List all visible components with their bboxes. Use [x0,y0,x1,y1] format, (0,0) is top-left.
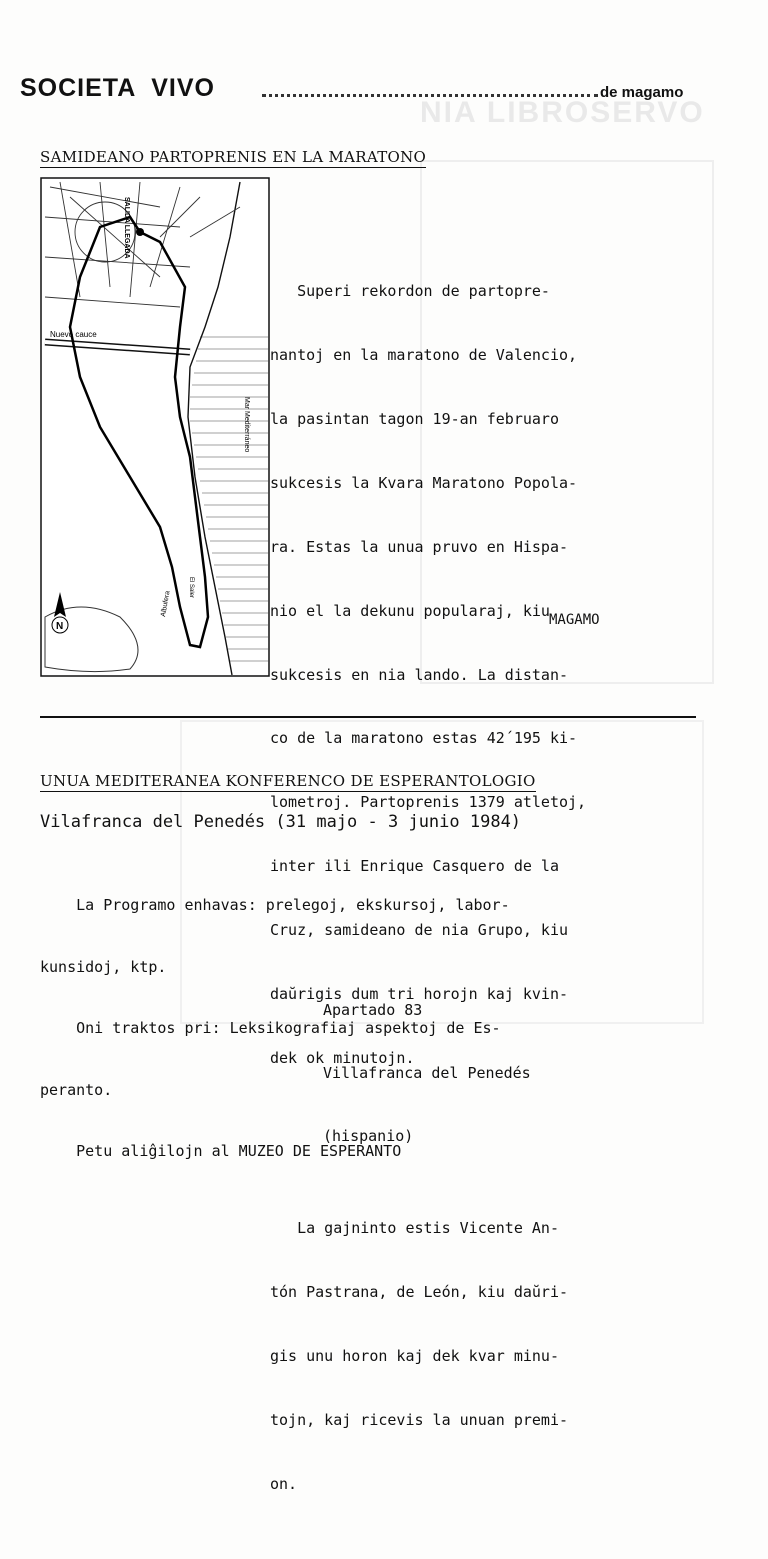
column-title: SOCIETA VIVO [20,74,215,102]
text-line: kunsidoj, ktp. [40,957,167,976]
text-line: Cruz, samideano de nia Grupo, kiu [270,921,569,940]
address-line: Apartado 83 [323,1001,423,1019]
text-line: la pasintan tagon 19-an februaro [270,409,559,428]
text-line: Petu aliĝilojn al MUZEO DE ESPERANTO [40,1142,402,1160]
svg-text:N: N [56,621,64,632]
text-line: on. [270,1474,298,1493]
text-line: inter ili Enrique Casquero de la [270,857,559,876]
text-line: Oni traktos pri: Leksikografiaj aspektoj de Es- [40,1019,501,1037]
text-line: La gajninto estis Vicente An- [270,1218,559,1237]
conference-place-date: Vilafranca del Penedés (31 majo - 3 junio 1984) [40,812,522,832]
text-line: peranto. [40,1080,113,1099]
text-line: La Programo enhavas: prelegoj, ekskursoj, labor- [40,896,510,914]
text-line: ra. Estas la unua pruvo en Hispa- [270,537,569,556]
show-through-text: NIA LIBROSERVO [420,96,705,129]
text-line: nio el la dekunu popularaj, kiu [270,601,550,620]
text-line: gis unu horon kaj dek kvar minu- [270,1346,559,1365]
map-label-start: SALIDA LLEGADA [123,197,130,259]
text-line: daŭrigis dum tri horojn kaj kvin- [270,984,569,1003]
text-line: Superi rekordon de partopre- [270,282,550,301]
text-line: lometroj. Partoprenis 1379 atletoj, [270,793,587,812]
route-map-svg [40,177,270,677]
paragraph [270,1175,720,1537]
text-line: sukcesis la Kvara Maratono Popola- [270,473,578,492]
marathon-route-map [40,177,270,677]
text-line: dek ok minutojn. [270,1048,415,1067]
address-line: (hispanio) [323,1127,414,1145]
article-heading: UNUA MEDITERANEA KONFERENCO DE ESPERANTOLOGIO [40,772,536,790]
text-line: tón Pastrana, de León, kiu daŭri- [270,1282,569,1301]
column-byline: de magamo [600,84,684,101]
section-divider [40,716,696,718]
text-line: tojn, kaj ricevis la unuan premi- [270,1410,569,1429]
map-label-albufera: Albufera [160,590,172,618]
text-line: nantoj en la maratono de Valencio, [270,346,578,365]
text-line: co de la maratono estas 42´195 ki- [270,729,578,748]
text-line: sukcesis en nia lando. La distan- [270,665,569,684]
postal-address [323,958,531,1168]
map-label-saler: El Saler [188,577,194,599]
address-line: Villafranca del Penedés [323,1064,531,1082]
header-dotted-rule [262,80,598,97]
article-heading: SAMIDEANO PARTOPRENIS EN LA MARATONO [40,148,427,166]
start-marker [136,228,144,236]
author-signature: MAGAMO [549,612,600,628]
map-label-sea: Mar Mediterráneo [243,397,250,453]
map-label-river: Nuevo cauce [50,330,97,339]
